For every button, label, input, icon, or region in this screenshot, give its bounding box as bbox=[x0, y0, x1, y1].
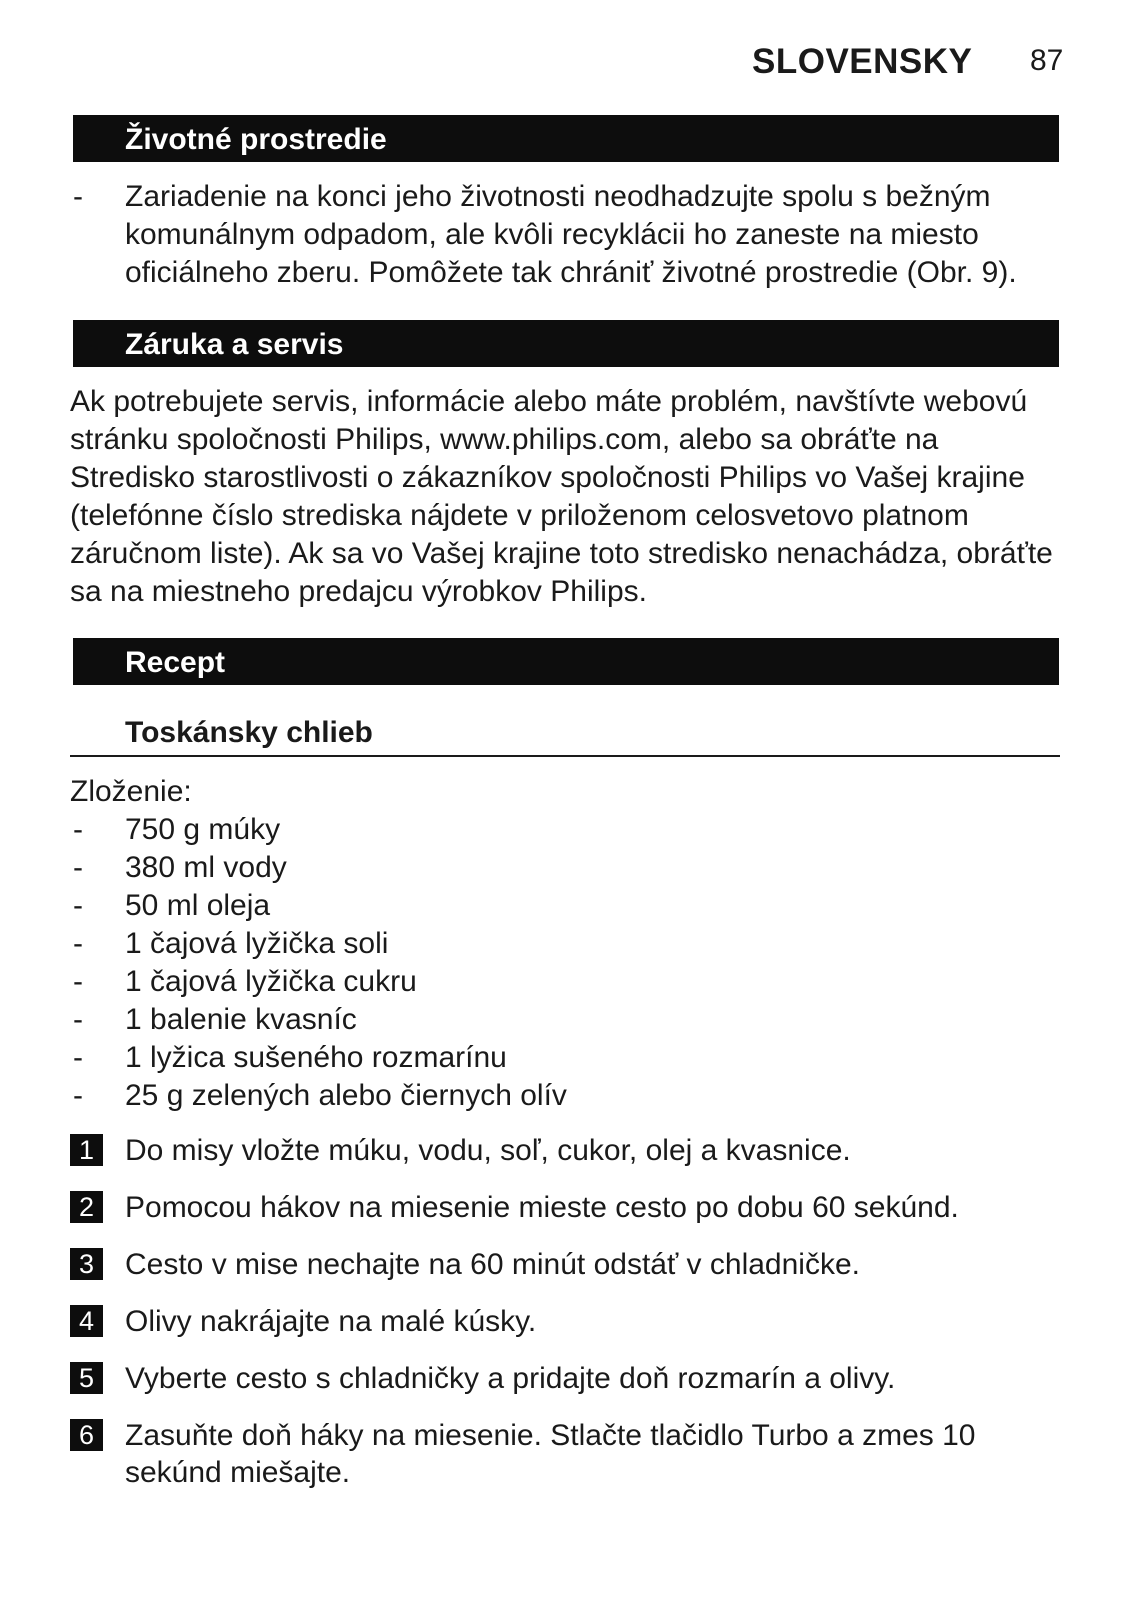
step-text: Do misy vložte múku, vodu, soľ, cukor, olej a kvasnice. bbox=[125, 1134, 851, 1167]
step-text: Cesto v mise nechajte na 60 minút odstáť v chladničke. bbox=[125, 1248, 860, 1281]
language-label: SLOVENSKY bbox=[752, 42, 973, 81]
bullet-dash: - bbox=[73, 180, 83, 213]
step-number-badge: 1 bbox=[70, 1134, 103, 1166]
step-text: Olivy nakrájajte na malé kúsky. bbox=[125, 1305, 537, 1338]
section-heading-environment: Životné prostredie bbox=[73, 115, 1059, 162]
environment-text: Zariadenie na konci jeho životnosti neodhadzujte spolu s bežným komunálnym odpadom, ale kvôli recyklácii ho zaneste na miesto oficiálneho zberu. Pomôžete tak chrániť životné prostredie (Obr. 9). bbox=[125, 180, 1017, 289]
step-number-badge: 6 bbox=[70, 1419, 103, 1451]
step-number-badge: 2 bbox=[70, 1191, 103, 1223]
subtitle-rule bbox=[70, 755, 1060, 757]
step-number-badge: 4 bbox=[70, 1305, 103, 1337]
recipe-subtitle: Toskánsky chlieb bbox=[125, 716, 373, 749]
step-text: Pomocou hákov na miesenie mieste cesto po dobu 60 sekúnd. bbox=[125, 1191, 959, 1224]
ingredients-label: Zloženie: bbox=[70, 775, 192, 808]
step-text: Vyberte cesto s chladničky a pridajte doň rozmarín a olivy. bbox=[125, 1362, 896, 1395]
section-heading-recipe: Recept bbox=[73, 638, 1059, 685]
step-text: Zasuňte doň háky na miesenie. Stlačte tlačidlo Turbo a zmes 10 sekúnd miešajte. bbox=[125, 1419, 976, 1489]
warranty-text: Ak potrebujete servis, informácie alebo máte problém, navštívte webovú stránku spoločnosti Philips, www.philips.com, alebo sa obráťte na Stredisko starostlivosti o zákazníkov spoločnosti Philips vo Vašej krajine (telefónne číslo strediska nájdete v priloženom celosvetovo platnom záručnom liste). Ak sa vo Vašej krajine toto stredisko nenachádza, obráťte sa na miestneho predajcu výrobkov Philips. bbox=[70, 385, 1053, 608]
section-heading-warranty: Záruka a servis bbox=[73, 320, 1059, 367]
step-number-badge: 3 bbox=[70, 1248, 103, 1280]
step-number-badge: 5 bbox=[70, 1362, 103, 1394]
page-number: 87 bbox=[1030, 44, 1064, 77]
